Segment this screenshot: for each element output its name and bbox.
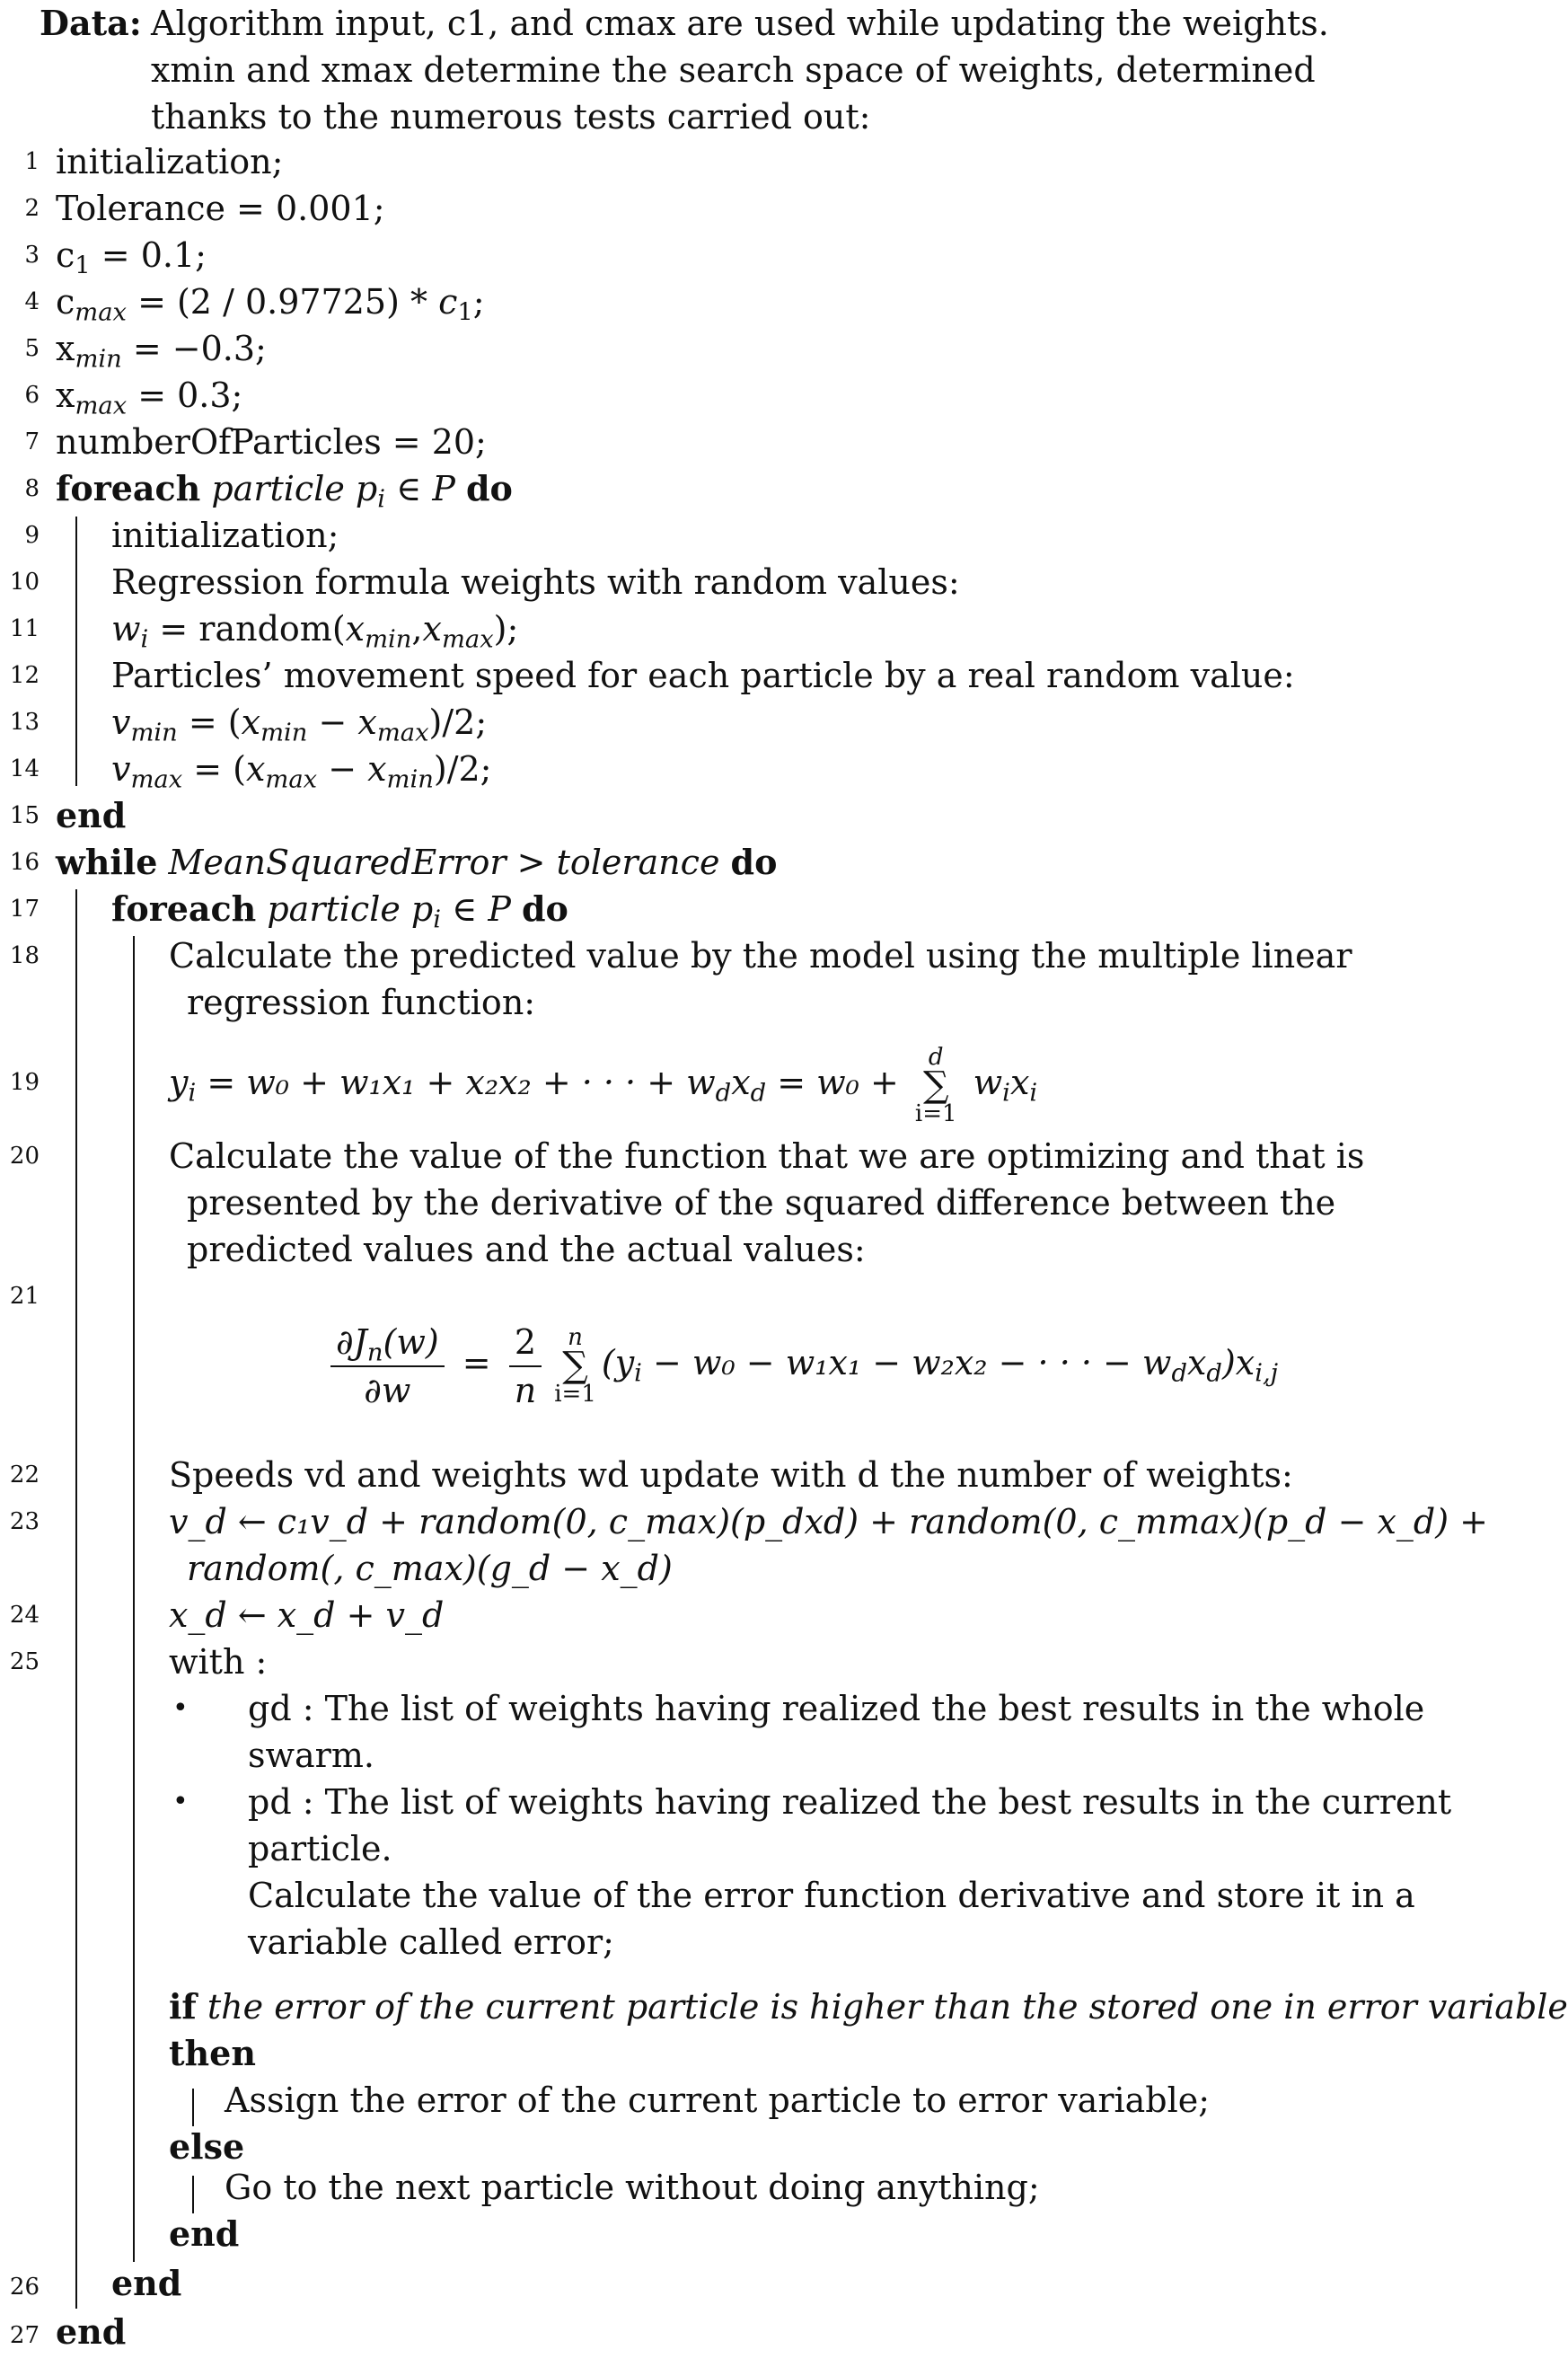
line-20-cont: predicted values and the actual values: [187,1230,866,1269]
line-number: 2 [24,195,40,222]
line-number: 12 [9,662,40,689]
line-8: foreach particle $p_i$ ∈ P do [56,468,513,514]
line-number: 7 [24,428,40,455]
line-number: 25 [9,1648,40,1675]
bullet-marker: • [172,1786,189,1817]
summation-symbol: d ∑ i=1 [914,1043,957,1127]
line-number: 16 [9,849,40,876]
line-number: 26 [9,2274,40,2301]
line-number: 11 [9,615,40,642]
line-23-cont: random(, c_max)(g_d − x_d) [187,1549,673,1588]
bullet-pd-cont: Calculate the value of the error function derivative and store it in a [248,1876,1415,1915]
line-1: initialization; [56,142,284,181]
line-24: x_d ← x_d + v_d [169,1595,445,1635]
line-number: 20 [9,1143,40,1170]
derivative-fraction: $\frac{\partial J_n(w)}{\partial w}$ [330,1319,445,1414]
summation-symbol: n ∑ i=1 [554,1323,596,1408]
line-number: 4 [24,288,40,315]
line-number: 3 [24,242,40,269]
line-number: 24 [9,1602,40,1629]
line-number: 5 [24,335,40,362]
two-over-n-fraction: $\frac{2}{n}$ [509,1319,542,1414]
then-block-bar [192,2089,194,2126]
bullet-marker: • [172,1692,189,1724]
bullet-gd-cont: swarm. [248,1736,374,1775]
line-20: Calculate the value of the function that we are optimizing and that is [169,1136,1365,1176]
line-7: numberOfParticles = 20; [56,422,487,462]
line-number: 27 [9,2322,40,2349]
line-18: Calculate the predicted value by the model using the multiple linear [169,936,1352,976]
line-5: $x_{min} = -0.3$; [56,329,267,374]
line-10: Regression formula weights with random values: [111,562,960,602]
bullet-pd-cont: particle. [248,1829,392,1868]
line-17: foreach particle $p_i$ ∈ P do [111,888,568,934]
line-18-cont: regression function: [187,983,536,1022]
end-if: end [169,2213,240,2254]
line-number: 15 [9,802,40,829]
line-15: end [56,795,127,835]
line-27: end [56,2311,127,2352]
line-number: 13 [9,709,40,736]
line-3: $c_1 = 0.1$; [56,235,207,280]
line-26: end [111,2263,182,2303]
line-number: 17 [9,896,40,923]
line-number: 21 [9,1283,40,1310]
line-number: 10 [9,569,40,596]
line-number: 14 [9,755,40,782]
data-label: Data: [40,3,142,43]
bullet-pd-cont: variable called error; [248,1922,614,1962]
line-13: $v_{min} = (x_{min} - x_{max})/2$; [111,702,488,747]
line-23: v_d ← c₁v_d + random(0, c_max)(p_dxd) + random(0, c_mmax)(p_d − x_d) + [169,1502,1488,1541]
line-number: 19 [9,1069,40,1096]
line-number: 1 [24,148,40,175]
line-25: with : [169,1642,268,1682]
line-14: $v_{max} = (x_{max} - x_{min})/2$; [111,749,492,794]
line-19-formula: $y_i = w_0 + w_1x_1 + x_2x_2$ + · · · + $w_dx_d = w_0$ + d ∑ i=1 $w_ix_i$ [169,1043,1038,1127]
then-body: Assign the error of the current particle to error variable; [225,2080,1211,2120]
line-11: $w_i$ = $random(x_{min},x_{max})$; [111,609,519,654]
foreach-block-bar [75,517,77,786]
line-number: 22 [9,1462,40,1488]
else-block-bar [192,2176,194,2213]
line-number: 9 [24,522,40,549]
line-number: 6 [24,382,40,409]
while-block-bar [75,889,77,2309]
if-line: if the error of the current particle is higher than the stored one in error variable [169,1986,1568,2027]
line-4: $c_{max} = (2 / 0.97725) * c_1$; [56,282,485,327]
line-16: while MeanSquaredError > tolerance do [56,842,778,882]
line-2: Tolerance = 0.001; [56,189,385,228]
inner-foreach-block-bar [133,936,135,2262]
data-description: Algorithm input, c1, and cmax are used while updating the weights. xmin and xmax determine the search space of weights, determined thanks to the numerous tests carried out: [151,4,1329,137]
else-keyword: else [169,2126,245,2167]
line-21-formula: $\frac{\partial J_n(w)}{\partial w}$ = $\frac{2}{n}$ n ∑ i=1 ($y_i - w_0 - w_1x_1 - w_2x_2$ − · · · − $w_dx_d)x_{i,j}$ [323,1313,1278,1414]
line-6: $x_{max} = 0.3$; [56,375,243,420]
line-22: Speeds vd and weights wd update with d the number of weights: [169,1455,1293,1495]
else-body: Go to the next particle without doing anything; [225,2168,1040,2207]
then-keyword: then [169,2033,256,2073]
line-number: 23 [9,1508,40,1535]
line-9: initialization; [111,516,339,555]
bullet-pd: pd : The list of weights having realized the best results in the current [248,1782,1452,1822]
line-20-cont: presented by the derivative of the squared difference between the [187,1183,1336,1223]
line-12: Particles’ movement speed for each particle by a real random value: [111,656,1295,695]
line-number: 18 [9,942,40,969]
bullet-gd: gd : The list of weights having realized the best results in the whole [248,1689,1425,1728]
line-number: 8 [24,475,40,502]
